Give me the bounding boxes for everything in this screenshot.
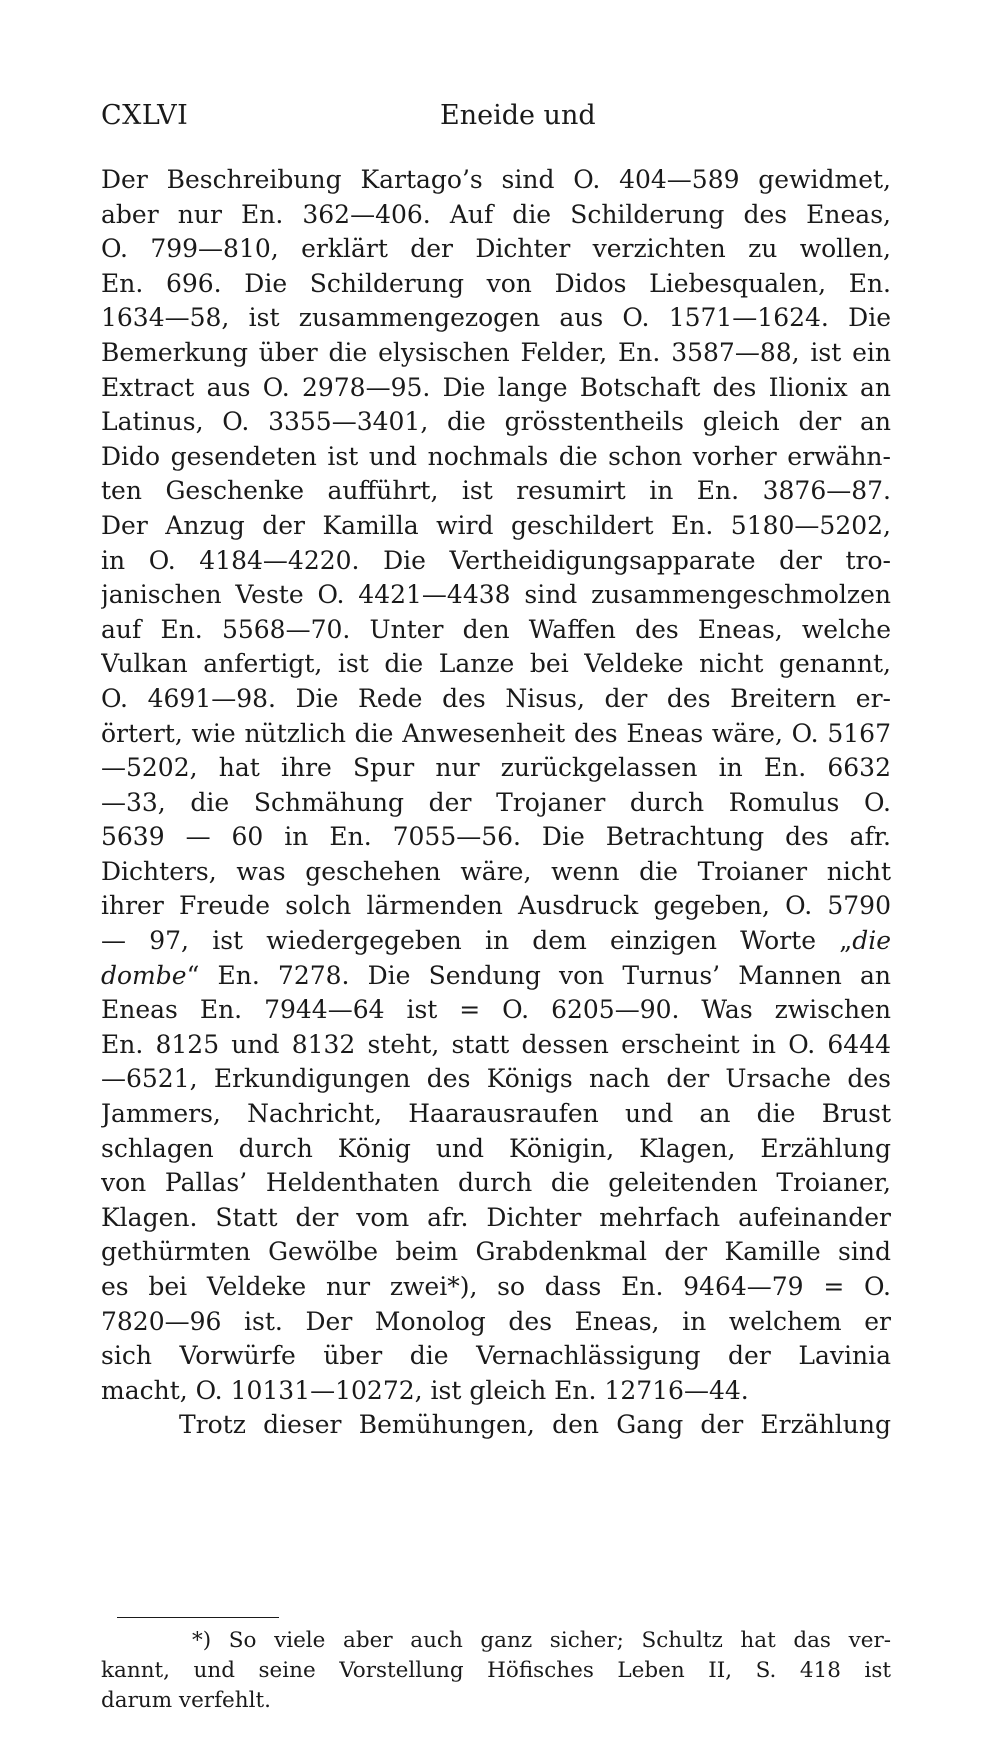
italic-word: dombe	[101, 960, 187, 990]
footnotes	[101, 1626, 891, 1716]
text-line: —33, die Schmähung der Trojaner durch Romulus O.	[101, 787, 891, 817]
text-line: En. 8125 und 8132 steht, statt dessen erscheint in O. 6444	[101, 1029, 891, 1059]
text-line: Dichters, was geschehen wäre, wenn die Troianer nicht	[101, 856, 891, 886]
text-line: Trotz dieser Bemühungen, den Gang der Erzählung	[179, 1410, 891, 1440]
text-line: es bei Veldeke nur zwei*), so dass En. 9464—79 = O.	[101, 1272, 891, 1301]
text-line: schlagen durch König und Königin, Klagen, Erzählung	[101, 1133, 891, 1163]
text-line: Klagen. Statt der vom afr. Dichter mehrfach aufeinander	[101, 1202, 891, 1232]
text-line: Jammers, Nachricht, Haarausraufen und an die Brust	[101, 1099, 891, 1129]
running-head: Eneide und	[440, 100, 596, 131]
text-line: O. 799—810, erklärt der Dichter verzichten zu wollen,	[101, 234, 891, 264]
text-segment: — 97, ist wiedergegeben in dem einzigen Worte „	[101, 926, 853, 956]
footnote-line: *) So viele aber auch ganz sicher; Schultz hat das ver-	[192, 1628, 891, 1653]
footnote-line: kannt, und seine Vorstellung Höfisches Leben II, S. 418 ist	[101, 1658, 891, 1683]
text-line: 7820—96 ist. Der Monolog des Eneas, in welchem er	[101, 1306, 891, 1336]
text-line: von Pallas’ Heldenthaten durch die geleitenden Troianer,	[101, 1168, 891, 1198]
text-line: örtert, wie nützlich die Anwesenheit des Eneas wäre, O. 5167	[101, 718, 891, 748]
text-line: janischen Veste O. 4421—4438 sind zusammengeschmolzen	[101, 580, 891, 610]
text-line: in O. 4184—4220. Die Vertheidigungsapparate der tro-	[101, 545, 891, 575]
text-line: Der Anzug der Kamilla wird geschildert En. 5180—5202,	[101, 510, 891, 540]
text-segment: “ En. 7278. Die Sendung von Turnus’ Mannen an	[186, 960, 891, 990]
text-line: 1634—58, ist zusammengezogen aus O. 1571—1624. Die	[101, 303, 891, 333]
text-line: gethürmten Gewölbe beim Grabdenkmal der Kamille sind	[101, 1237, 891, 1267]
footnote-line: darum verfehlt.	[101, 1688, 271, 1713]
text-line: Vulkan anfertigt, ist die Lanze bei Veldeke nicht genannt,	[101, 649, 891, 679]
italic-word: die	[852, 926, 891, 956]
text-line: Bemerkung über die elysischen Felder, En. 3587—88, ist ein	[101, 337, 891, 367]
text-line: En. 696. Die Schilderung von Didos Liebesqualen, En.	[101, 268, 891, 298]
text-line: O. 4691—98. Die Rede des Nisus, der des Breitern er-	[101, 683, 891, 713]
page-number: CXLVI	[101, 100, 189, 131]
text-line: ten Geschenke aufführt, ist resumirt in En. 3876—87.	[101, 476, 891, 506]
text-line-mixed	[101, 959, 891, 994]
text-line-mixed	[101, 924, 891, 959]
body-text	[101, 163, 891, 1443]
text-line: Der Beschreibung Kartago’s sind O. 404—589 gewidmet,	[101, 165, 891, 194]
text-line: macht, O. 10131—10272, ist gleich En. 12716—44.	[101, 1375, 749, 1405]
text-line: sich Vorwürfe über die Vernachlässigung der Lavinia	[101, 1341, 891, 1371]
text-line: —6521, Erkundigungen des Königs nach der Ursache des	[101, 1064, 891, 1094]
text-line: —5202, hat ihre Spur nur zurückgelassen in En. 6632	[101, 753, 891, 783]
text-line: ihrer Freude solch lärmenden Ausdruck gegeben, O. 5790	[101, 891, 891, 921]
text-line: aber nur En. 362—406. Auf die Schilderung des Eneas,	[101, 199, 891, 229]
page-header	[0, 100, 1000, 140]
text-line: Dido gesendeten ist und nochmals die schon vorher erwähn-	[101, 441, 891, 471]
text-line: Eneas En. 7944—64 ist = O. 6205—90. Was zwischen	[101, 995, 891, 1025]
footnote-divider	[117, 1617, 279, 1618]
text-line: auf En. 5568—70. Unter den Waffen des Eneas, welche	[101, 614, 891, 644]
text-line: Extract aus O. 2978—95. Die lange Botschaft des Ilionix an	[101, 372, 891, 402]
text-line: Latinus, O. 3355—3401, die grösstentheils gleich der an	[101, 407, 891, 437]
text-line: 5639 — 60 in En. 7055—56. Die Betrachtung des afr.	[101, 822, 891, 852]
